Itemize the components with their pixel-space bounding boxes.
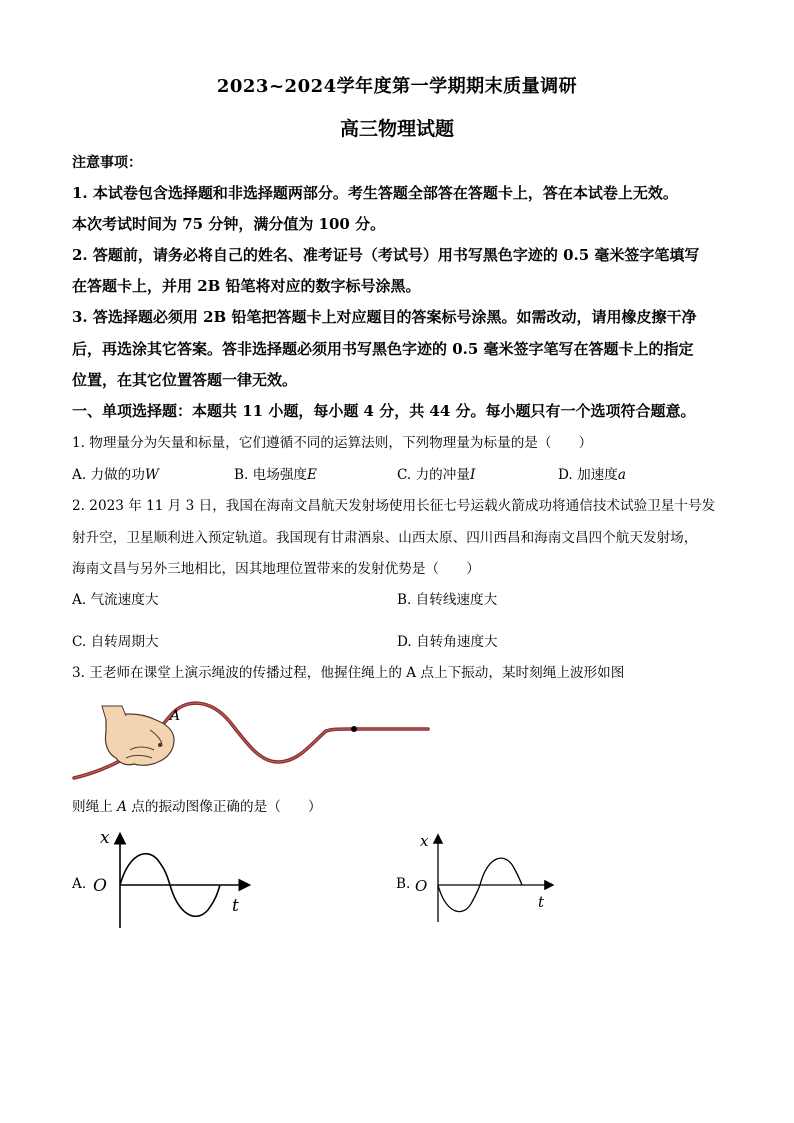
question-2-stem: 海南文昌与另外三地相比，因其地理位置带来的发射优势是（ ） bbox=[72, 561, 480, 577]
section-heading: 一、单项选择题：本题共 11 小题，每小题 4 分，共 44 分。每小题只有一个选项符合题意。 bbox=[72, 402, 696, 420]
notice-line: 位置，在其它位置答题一律无效。 bbox=[72, 371, 298, 389]
option-text: 力的冲量 bbox=[415, 467, 470, 483]
option-text: 气流速度大 bbox=[90, 592, 159, 608]
option-label: A. bbox=[72, 467, 87, 483]
option-text: 自转周期大 bbox=[90, 634, 159, 650]
ask-point: A bbox=[117, 799, 127, 815]
notice-line: 1. 本试卷包含选择题和非选择题两部分。考生答题全部答在答题卡上，答在本试卷上无效。 bbox=[72, 184, 678, 202]
y-axis-label: x bbox=[100, 828, 110, 848]
rope-wave-figure bbox=[70, 700, 432, 790]
y-axis-label: x bbox=[420, 832, 429, 850]
hand-illustration bbox=[102, 706, 174, 765]
option-symbol: I bbox=[469, 467, 476, 483]
option-label: A. bbox=[72, 592, 87, 608]
option-text: 电场强度 bbox=[252, 467, 308, 483]
origin-label: O bbox=[93, 876, 107, 896]
ask-text: 则绳上 bbox=[72, 799, 118, 815]
notice-line: 3. 答选择题必须用 2B 铅笔把答题卡上对应题目的答案标号涂黑。如需改动，请用橡皮擦干净 bbox=[72, 308, 697, 326]
exam-title: 2023~2024学年度第一学期期末质量调研 bbox=[216, 76, 578, 97]
q1-option-a bbox=[72, 463, 159, 483]
option-label: B. bbox=[397, 592, 412, 608]
option-text: 力做的功 bbox=[90, 467, 145, 483]
question-1-stem: 1. 物理量分为矢量和标量，它们遵循不同的运算法则，下列物理量为标量的是（ ） bbox=[72, 435, 593, 451]
question-2-stem: 2. 2023 年 11 月 3 日，我国在海南文昌航天发射场使用长征七号运载火箭成功将通信技术试验卫星十号发 bbox=[72, 498, 716, 514]
option-label: C. bbox=[397, 467, 412, 483]
q1-option-c bbox=[397, 463, 475, 483]
option-label: B. bbox=[234, 467, 249, 483]
notice-line: 后，再选涂其它答案。答非选择题必须用书写黑色字迹的 0.5 毫米签字笔写在答题卡上的指定 bbox=[72, 340, 694, 358]
origin-label: O bbox=[415, 877, 428, 895]
option-symbol: W bbox=[144, 467, 159, 483]
notice-line: 本次考试时间为 75 分钟，满分值为 100 分。 bbox=[72, 215, 386, 233]
option-text: 自转角速度大 bbox=[416, 634, 498, 650]
x-axis-label: t bbox=[538, 893, 545, 911]
q2-option-b bbox=[397, 588, 497, 608]
option-text: 自转线速度大 bbox=[415, 592, 498, 608]
q2-option-d bbox=[397, 630, 498, 650]
question-3-ask bbox=[72, 795, 322, 815]
question-3-stem: 3. 王老师在课堂上演示绳波的传播过程，他握住绳上的 A 点上下振动，某时刻绳上波形如图 bbox=[72, 665, 625, 681]
ask-text: 点的振动图像正确的是（ ） bbox=[126, 799, 322, 815]
option-label: D. bbox=[558, 467, 573, 483]
q3-option-a-label: A. bbox=[72, 876, 87, 892]
option-label: D. bbox=[397, 634, 412, 650]
q1-option-d bbox=[558, 463, 626, 483]
notice-line: 在答题卡上，并用 2B 铅笔将对应的数字标号涂黑。 bbox=[72, 277, 421, 295]
option-text: 加速度 bbox=[577, 467, 618, 483]
exam-subtitle: 高三物理试题 bbox=[339, 118, 454, 140]
q3-option-b-graph bbox=[412, 830, 562, 925]
q1-option-b bbox=[234, 463, 317, 483]
option-symbol: a bbox=[617, 467, 626, 483]
notice-heading: 注意事项： bbox=[72, 155, 142, 171]
notice-line: 2. 答题前，请务必将自己的姓名、准考证号（考试号）用书写黑色字迹的 0.5 毫米签字笔填写 bbox=[72, 246, 700, 264]
question-2-stem: 射升空，卫星顺利进入预定轨道。我国现有甘肃酒泉、山西太原、四川西昌和海南文昌四个航天发射场， bbox=[72, 530, 698, 546]
option-symbol: E bbox=[307, 467, 317, 483]
q2-option-c bbox=[72, 630, 159, 650]
q2-option-a bbox=[72, 588, 158, 608]
point-a-label: A bbox=[170, 708, 181, 724]
option-label: C. bbox=[72, 634, 87, 650]
q3-option-b-label: B. bbox=[396, 876, 411, 892]
x-axis-label: t bbox=[232, 896, 239, 916]
rope-end-point bbox=[351, 726, 357, 732]
q3-option-a-graph bbox=[88, 825, 260, 933]
